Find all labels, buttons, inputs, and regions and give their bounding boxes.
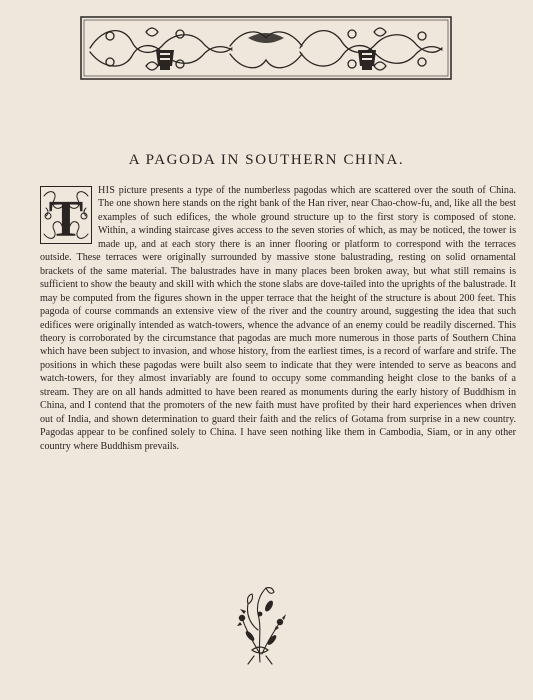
body-paragraph: picture presents a type of the numberless pagodas which are scattered over the south of China. The one shown here stands on the right bank of the Han river, near Chao-chow-fu, and, like all the best examples of such edifices, the whole ground structure up to the first story is composed of stone. Within, a winding staircase gives access to the seven stories of which, as may be noticed, the tower is made up, and at each story there is an inner flooring or platform to correspond with the terraces outside. These terraces were originally surrounded by massive stone balustrading, resting on solid ornamental brackets of the same material. The balustrades have in many places been broken away, but what still remains is sufficient to show the beauty and skill with which the stone slabs are dove-tailed into the uprights of the balustrade. It may be computed from the figures shown in the upper terrace that the height of the structure is about 200 feet. This pagoda of course commands an extensive view of the river and the country around, suggesting the idea that such edifices were originally intended as watch-towers, whence the advance of an enemy could be readily discerned. This theory is corroborated by the circumstance that pagodas are much more numerous in those parts of Southern China which have been subject to invasion, and whose history, from the earliest times, is a record of warfare and strife. The positions in which these pagodas were built also seem to indicate that they were intended to serve as beacons and watch-towers, for they almost invariably are found to occupy some commanding height close to the banks of a stream. They are on all hands admitted to have been reared as monuments during the early history of Buddhism in China, and I contend that the promoters of the new faith must have profited by their hard experiences when driven out of India, and shown determination to guard their faith and the relics of Gotama from surprise in a new country. Pagodas appear to be confined solely to China. I have seen nothing like them in Cambodia, Siam, or in any other country where Buddhism prevails. (40, 185, 516, 452)
body-text (40, 184, 516, 453)
drop-cap-letter: T (48, 191, 84, 244)
lead-word: HIS (98, 185, 116, 196)
ornamental-initial-icon (40, 186, 92, 244)
flower-bouquet-icon (236, 584, 286, 666)
page-title: A PAGODA IN SOUTHERN CHINA. (128, 152, 405, 168)
floral-scroll-ornament-icon (80, 16, 452, 80)
